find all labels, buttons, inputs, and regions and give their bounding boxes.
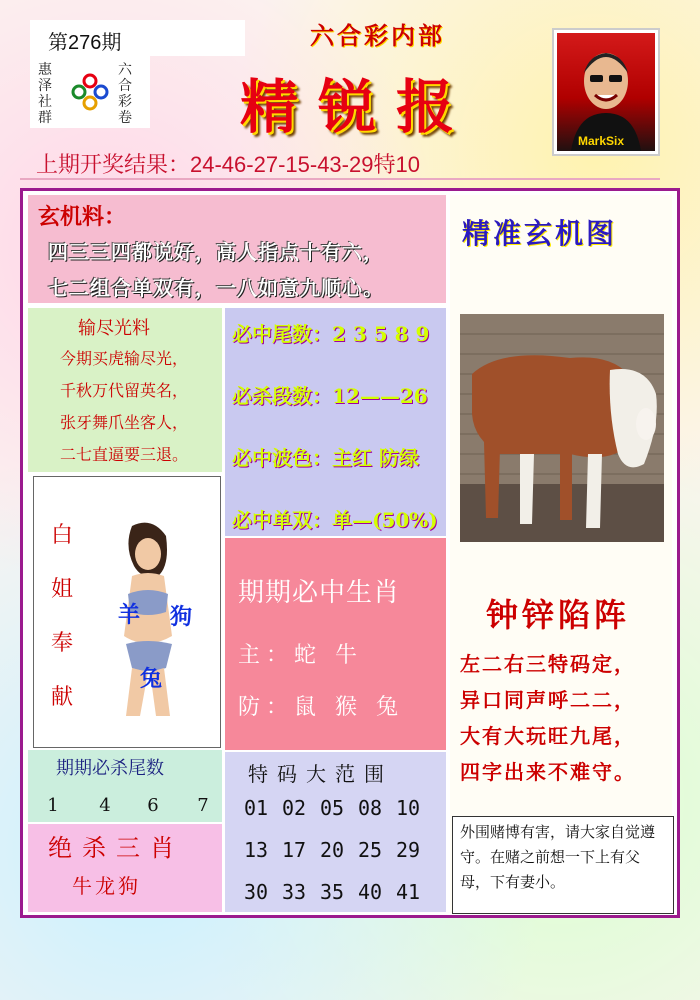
warning-text: 外围赌博有害，请大家自觉遵守。在赌之前想一下上有父母，下有妻小。 [460,823,656,891]
brand-label: MarkSix [578,134,625,148]
tema-number: 40 [357,880,383,904]
tema-number: 33 [281,880,307,904]
zodiac-tag: 兔 [140,666,163,692]
shu-title: 输尽光料 [78,318,150,339]
kill-tail-number: 7 [197,795,209,816]
shengxiao-title: 期期必中生肖 [238,578,401,608]
tema-number: 13 [243,838,269,862]
logo-left-text: 惠泽社群 [38,62,52,126]
header-subtitle: 六合彩内部 [310,21,445,50]
tema-number: 02 [281,796,307,820]
shengxiao-main: 主：蛇 牛 [238,643,363,668]
tema-number: 05 [319,796,345,820]
tema-number: 35 [319,880,345,904]
bi-color: 必中波色：主红 防绿 [232,446,419,470]
vertical-char: 献 [50,685,73,710]
tema-number: 29 [395,838,421,862]
vertical-char: 姐 [50,577,73,602]
zodiac-tag: 羊 [118,602,141,628]
page-title: 精锐报 [240,73,475,141]
last-result: 上期开奖结果：24-46-27-15-43-29特10 [36,152,420,177]
issue-number: 第276期 [48,32,122,54]
poem-line: 今期买虎输尽光， [60,349,189,368]
xuanji-line: 七二组合单双有，一八如意九顺心。 [48,276,384,300]
zodiac-tag: 狗 [170,604,193,630]
cow-image [460,314,664,542]
poem-line: 二七直逼要三退。 [60,445,189,464]
jue-sha-list: 牛龙狗 [72,874,141,898]
zhong-line: 异口同声呼二二， [460,688,636,712]
tema-number: 41 [395,880,421,904]
kill-tail-number: 1 [47,795,59,816]
kill-tail-number: 6 [147,795,159,816]
zhong-title: 钟锌陷阵 [486,596,631,634]
bi-tail: 必中尾数：2 3 5 8 9 [232,322,430,346]
tema-number: 17 [281,838,307,862]
zhong-line: 大有大玩旺九尾， [460,724,636,748]
shengxiao-fang: 防：鼠 猴 兔 [238,695,404,720]
tema-number: 25 [357,838,383,862]
logo-icon [70,72,110,112]
tema-number: 30 [243,880,269,904]
vertical-char: 奉 [50,631,73,656]
tema-number: 10 [395,796,421,820]
poem-line: 千秋万代留英名， [60,381,189,400]
tema-title: 特码大范围 [248,762,393,786]
xuanji-title: 玄机料： [38,204,127,230]
divider [20,178,660,180]
bi-odd-even: 必中单双：单—(50%) [232,508,438,532]
jx-title: 精准玄机图 [462,217,618,250]
zhong-line: 四字出来不难守。 [460,760,636,784]
vertical-char: 白 [50,523,73,548]
right-column [450,195,672,913]
kill-tail-title: 期期必杀尾数 [56,758,164,779]
zhong-line: 左二右三特码定， [460,652,636,676]
tema-number: 20 [319,838,345,862]
poem-line: 张牙舞爪坐客人， [60,413,189,432]
tema-number: 01 [243,796,269,820]
kill-tail-number: 4 [99,795,111,816]
bi-range: 必杀段数：12——26 [232,384,428,408]
xuanji-line: 四三三四都说好，高人指点十有六， [48,240,384,264]
tema-number: 08 [357,796,383,820]
logo-right-text: 六合彩卷 [118,62,132,126]
jue-sha-title: 绝杀三肖 [48,834,184,862]
